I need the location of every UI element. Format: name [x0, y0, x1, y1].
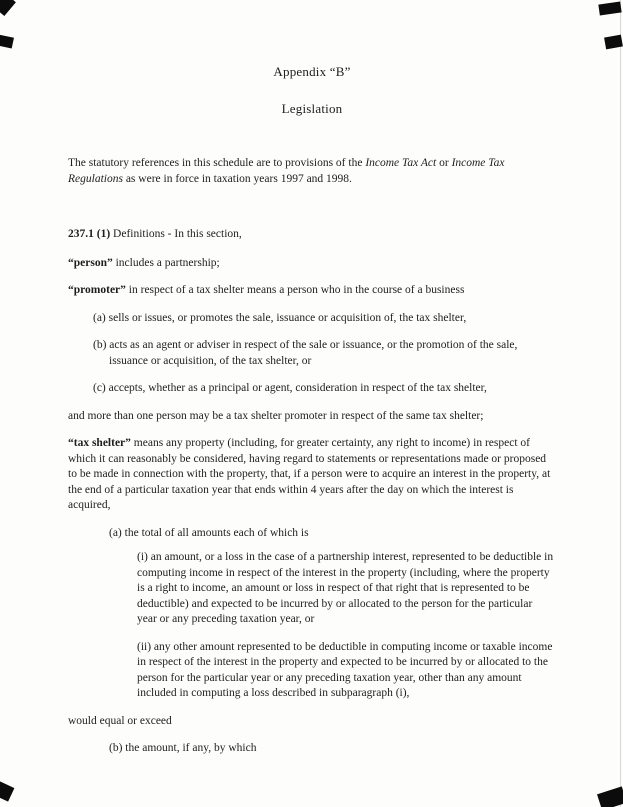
intro-text: The statutory references in this schedule are to provisions of the: [68, 157, 366, 169]
term-person: “person”: [68, 256, 113, 269]
definition-tax-shelter-text: means any property (including, for greater certainty, any right to income) in respect of which it can reasonably be considered, having regard to statements or representations made or proposed to be made in connection with the property, that, if a person were to acquire an interest in the property, at the end of a particular taxation year that ends within 4 years after the day on which the interest is acquired,: [68, 437, 551, 511]
scan-artifact-left-edge: [0, 34, 14, 48]
section-heading: [68, 227, 556, 243]
term-tax-shelter: “tax shelter”: [68, 437, 131, 449]
regulations-name-italic: Income Tax Regulations: [68, 157, 505, 185]
scan-artifact-bottom-left: [0, 781, 14, 801]
definition-promoter-text: in respect of a tax shelter means a person who in the course of a business: [125, 284, 465, 296]
tax-shelter-subparagraph-i: (i) an amount, or a loss in the case of a partnership interest, represented to be deductible in computing income in respect of the interest in the property (including, where the property is a right to income, an amount or loss in respect of that right that is represented to be deductible) and expected to be incurred by or allocated to the person for the particular year or any preceding taxation year, or: [137, 551, 554, 625]
would-equal-or-exceed-text: would equal or exceed: [68, 714, 172, 727]
legislation-subtitle: Legislation: [281, 100, 343, 116]
promoter-paragraph-a: (a) sells or issues, or promotes the sale, issuance or acquisition of, the tax shelter,: [93, 311, 467, 324]
tax-shelter-paragraph-a: (a) the total of all amounts each of which is: [109, 526, 309, 539]
section-heading-text: Definitions - In this section,: [110, 228, 242, 240]
definition-person: [68, 256, 556, 272]
definition-promoter: [68, 283, 556, 299]
intro-text: as were in force in taxation years 1997 and 1998.: [122, 172, 352, 185]
promoter-closing-text: and more than one person may be a tax shelter promoter in respect of the same tax shelter;: [68, 409, 484, 422]
scan-artifact-bottom-right: [597, 786, 623, 807]
tax-shelter-paragraph-b: (b) the amount, if any, by which: [109, 742, 257, 754]
section-number: 237.1 (1): [68, 228, 111, 240]
promoter-paragraph-b: (b) acts as an agent or adviser in respect of the sale or issuance, or the promotion of the sale, issuance or acquisition, of the tax shelter, or: [93, 339, 518, 367]
definition-person-text: includes a partnership;: [112, 256, 220, 269]
intro-paragraph: [68, 156, 556, 187]
promoter-paragraph-c: (c) accepts, whether as a principal or agent, consideration in respect of the tax shelter,: [93, 382, 487, 394]
tax-shelter-subparagraph-ii: (ii) any other amount represented to be deductible in computing income or taxable income in respect of the interest in the property and expected to be incurred by or allocated to the person for the particular year or any preceding taxation year, other than any amount included in computing a loss described in subparagraph (i),: [137, 640, 553, 699]
intro-text: or: [436, 157, 452, 169]
definition-tax-shelter: [68, 436, 556, 514]
appendix-title: Appendix “B”: [273, 64, 351, 79]
scanner-edge-line: [620, 0, 621, 807]
act-name-italic: Income Tax Act: [365, 157, 437, 169]
term-promoter: “promoter”: [68, 284, 126, 296]
